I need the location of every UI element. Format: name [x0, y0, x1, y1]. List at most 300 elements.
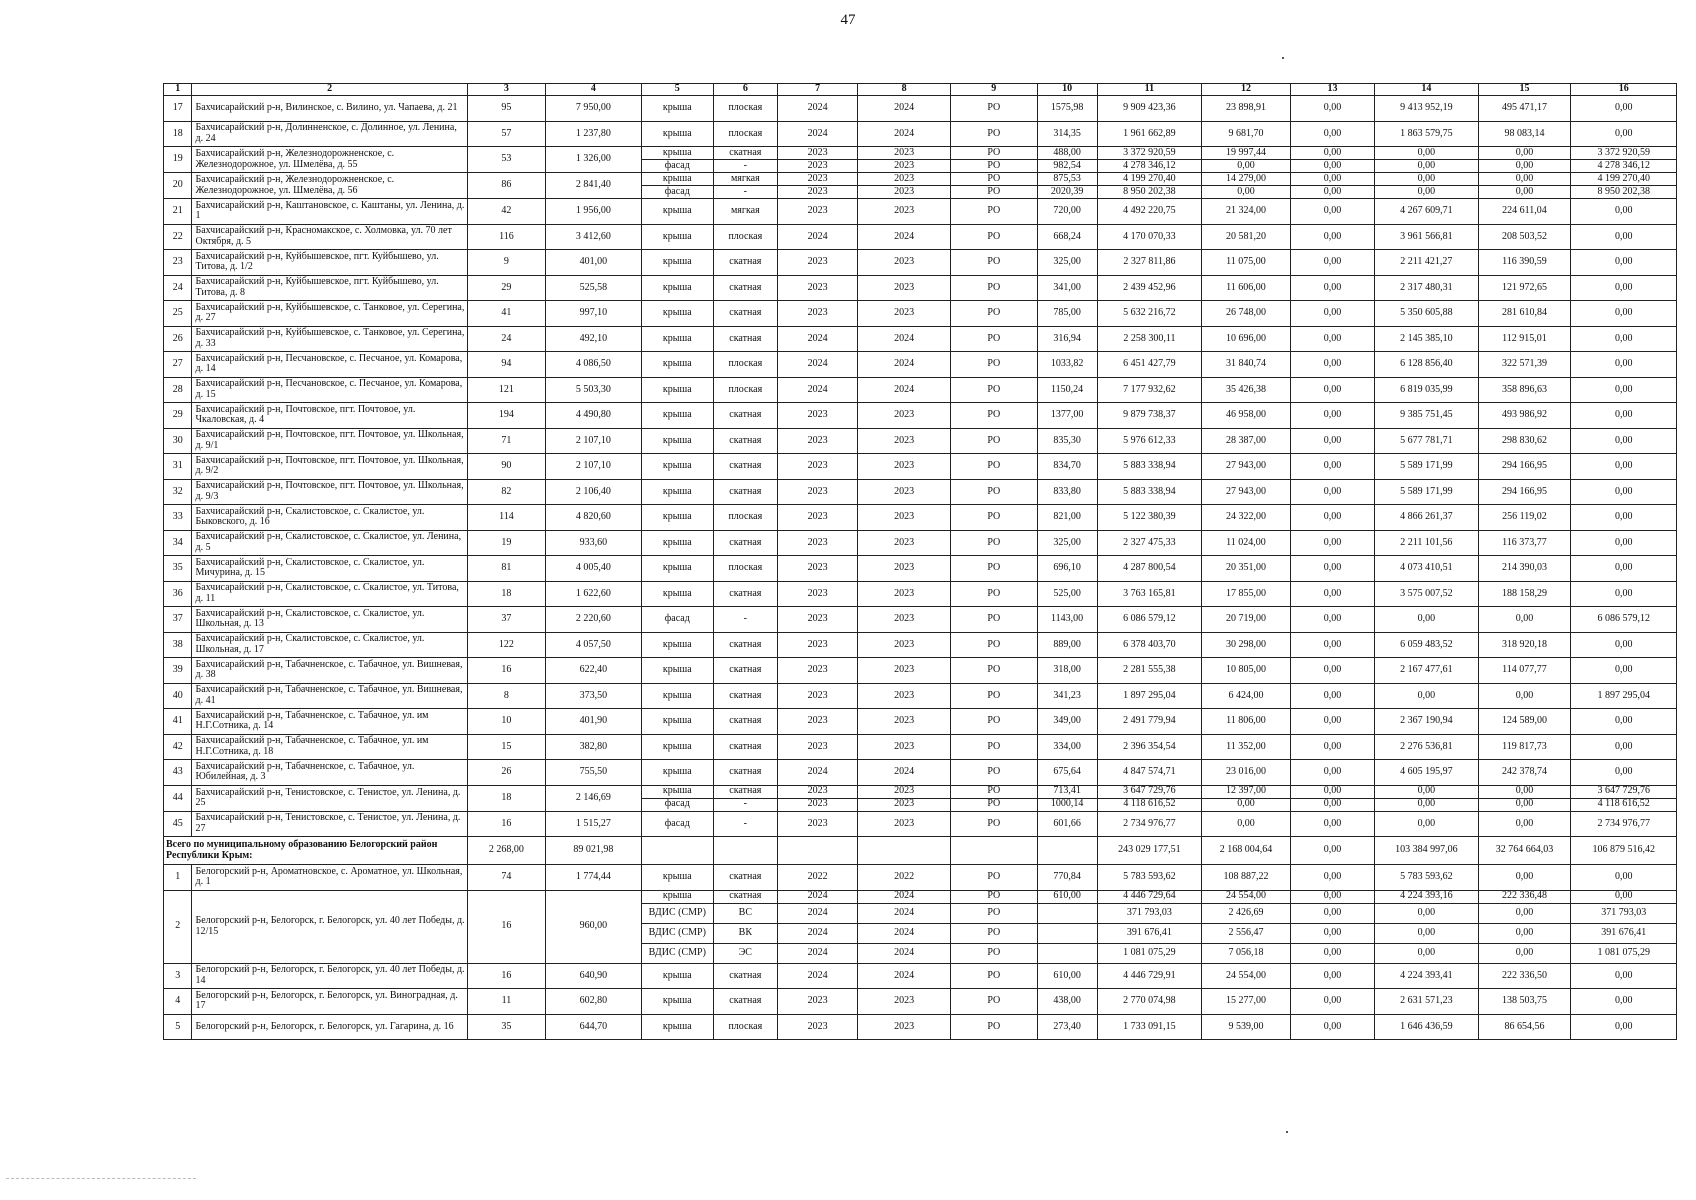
- cost-per-unit: 11 075,00: [1202, 250, 1291, 276]
- fund-amount: 0,00: [1375, 186, 1478, 199]
- col-16: 371 793,03: [1571, 903, 1677, 923]
- roof-type: -: [713, 798, 777, 811]
- area: 1000,14: [1037, 798, 1097, 811]
- apartments-count: 42: [467, 199, 545, 225]
- address-cell: Бахчисарайский р-н, Скалистовское, с. Скалистое, ул. Титова, д. 11: [192, 581, 467, 607]
- funding-source: РО: [951, 505, 1038, 531]
- cost-per-unit: 24 322,00: [1202, 505, 1291, 531]
- work-type: крыша: [641, 454, 713, 480]
- year-end: 2024: [858, 352, 951, 378]
- funding-source: РО: [951, 530, 1038, 556]
- work-type: фасад: [641, 607, 713, 633]
- year-end: 2024: [858, 377, 951, 403]
- col-16: 0,00: [1571, 428, 1677, 454]
- work-type: крыша: [641, 505, 713, 531]
- roof-type: мягкая: [713, 173, 777, 186]
- address-cell: Бахчисарайский р-н, Скалистовское, с. Скалистое, ул. Быковского, д. 16: [192, 505, 467, 531]
- area: 438,00: [1037, 989, 1097, 1015]
- building-area: 960,00: [545, 890, 641, 963]
- header-cell: 9: [951, 84, 1038, 96]
- area: 1033,82: [1037, 352, 1097, 378]
- roof-type: плоская: [713, 556, 777, 582]
- fund-amount: 9 413 952,19: [1375, 96, 1478, 122]
- fund-amount: 6 819 035,99: [1375, 377, 1478, 403]
- header-cell: 16: [1571, 84, 1677, 96]
- header-cell: 5: [641, 84, 713, 96]
- work-type: крыша: [641, 785, 713, 798]
- row-number: 32: [164, 479, 192, 505]
- area: 696,10: [1037, 556, 1097, 582]
- year-end: 2023: [858, 505, 951, 531]
- building-area: 382,80: [545, 734, 641, 760]
- row-number: 1: [164, 865, 192, 891]
- cofinance-amount: 495 471,17: [1478, 96, 1571, 122]
- apartments-count: 15: [467, 734, 545, 760]
- funding-source: РО: [951, 607, 1038, 633]
- apartments-count: 16: [467, 658, 545, 684]
- area: 318,00: [1037, 658, 1097, 684]
- year-start: 2022: [778, 865, 858, 891]
- table-body: [164, 84, 1677, 1040]
- address-cell: Бахчисарайский р-н, Скалистовское, с. Скалистое, ул. Ленина, д. 5: [192, 530, 467, 556]
- header-cell: 13: [1290, 84, 1374, 96]
- header-cell: 1: [164, 84, 192, 96]
- roof-type: скатная: [713, 709, 777, 735]
- total-label: Всего по муниципальному образованию Белогорский район Республики Крым:: [164, 837, 468, 865]
- table-row: [164, 326, 1677, 352]
- year-start: 2024: [778, 96, 858, 122]
- fund-amount: 0,00: [1375, 811, 1478, 837]
- total-cost: 3 763 165,81: [1097, 581, 1201, 607]
- roof-type: плоская: [713, 224, 777, 250]
- col-13: 0,00: [1290, 530, 1374, 556]
- work-type: крыша: [641, 301, 713, 327]
- apartments-count: 35: [467, 1014, 545, 1040]
- work-type: крыша: [641, 326, 713, 352]
- cofinance-amount: 242 378,74: [1478, 760, 1571, 786]
- year-end: 2023: [858, 173, 951, 186]
- year-start: 2023: [778, 275, 858, 301]
- building-area: 755,50: [545, 760, 641, 786]
- row-number: 36: [164, 581, 192, 607]
- header-cell: 2: [192, 84, 467, 96]
- work-type: крыша: [641, 199, 713, 225]
- apartments-count: 41: [467, 301, 545, 327]
- cost-per-unit: 0,00: [1202, 811, 1291, 837]
- cost-per-unit: 46 958,00: [1202, 403, 1291, 429]
- cost-per-unit: 35 426,38: [1202, 377, 1291, 403]
- building-area: 4 057,50: [545, 632, 641, 658]
- funding-source: РО: [951, 658, 1038, 684]
- total-fund-amount: 103 384 997,06: [1375, 837, 1478, 865]
- roof-type: скатная: [713, 301, 777, 327]
- table-row: [164, 865, 1677, 891]
- year-start: 2024: [778, 963, 858, 989]
- cost-per-unit: 108 887,22: [1202, 865, 1291, 891]
- header-cell: 7: [778, 84, 858, 96]
- col-16: 8 950 202,38: [1571, 186, 1677, 199]
- address-cell: Бахчисарайский р-н, Куйбышевское, пгт. Куйбышево, ул. Титова, д. 1/2: [192, 250, 467, 276]
- apartments-count: 57: [467, 121, 545, 147]
- fund-amount: 2 317 480,31: [1375, 275, 1478, 301]
- year-start: 2023: [778, 556, 858, 582]
- total-col-13: 0,00: [1290, 837, 1374, 865]
- table-row: [164, 352, 1677, 378]
- year-end: 2024: [858, 903, 951, 923]
- row-number: 23: [164, 250, 192, 276]
- row-number: 18: [164, 121, 192, 147]
- total-cost: 6 451 427,79: [1097, 352, 1201, 378]
- cofinance-amount: 114 077,77: [1478, 658, 1571, 684]
- cost-per-unit: 7 056,18: [1202, 943, 1291, 963]
- col-16: 0,00: [1571, 352, 1677, 378]
- table-row: [164, 632, 1677, 658]
- year-start: 2024: [778, 377, 858, 403]
- building-area: 401,00: [545, 250, 641, 276]
- year-start: 2023: [778, 160, 858, 173]
- fund-amount: 4 267 609,71: [1375, 199, 1478, 225]
- table-row: [164, 581, 1677, 607]
- row-number: 25: [164, 301, 192, 327]
- year-start: 2023: [778, 734, 858, 760]
- area: 525,00: [1037, 581, 1097, 607]
- table-row: [164, 734, 1677, 760]
- col-16: 0,00: [1571, 709, 1677, 735]
- col-16: 0,00: [1571, 530, 1677, 556]
- cost-per-unit: 0,00: [1202, 160, 1291, 173]
- table-row: [164, 890, 1677, 903]
- year-start: 2024: [778, 903, 858, 923]
- year-end: 2023: [858, 250, 951, 276]
- col-13: 0,00: [1290, 147, 1374, 160]
- cost-per-unit: 10 805,00: [1202, 658, 1291, 684]
- fund-amount: 2 631 571,23: [1375, 989, 1478, 1015]
- funding-source: РО: [951, 923, 1038, 943]
- work-type: крыша: [641, 760, 713, 786]
- row-number: 39: [164, 658, 192, 684]
- cost-per-unit: 19 997,44: [1202, 147, 1291, 160]
- year-start: 2023: [778, 199, 858, 225]
- roof-type: плоская: [713, 505, 777, 531]
- row-number: 45: [164, 811, 192, 837]
- fund-amount: 4 605 195,97: [1375, 760, 1478, 786]
- total-cost-per-unit: 2 168 004,64: [1202, 837, 1291, 865]
- fund-amount: 6 128 856,40: [1375, 352, 1478, 378]
- year-end: 2022: [858, 865, 951, 891]
- header-cell: 3: [467, 84, 545, 96]
- col-16: 0,00: [1571, 301, 1677, 327]
- cofinance-amount: 116 390,59: [1478, 250, 1571, 276]
- col-16: 0,00: [1571, 479, 1677, 505]
- col-13: 0,00: [1290, 1014, 1374, 1040]
- roof-type: скатная: [713, 275, 777, 301]
- cost-per-unit: 0,00: [1202, 186, 1291, 199]
- row-number: 30: [164, 428, 192, 454]
- building-area: 525,58: [545, 275, 641, 301]
- work-type: крыша: [641, 479, 713, 505]
- col-13: 0,00: [1290, 989, 1374, 1015]
- cofinance-amount: 0,00: [1478, 186, 1571, 199]
- table-row: [164, 250, 1677, 276]
- year-end: 2023: [858, 581, 951, 607]
- year-start: 2023: [778, 811, 858, 837]
- year-end: 2024: [858, 760, 951, 786]
- col-16: 0,00: [1571, 963, 1677, 989]
- year-end: 2023: [858, 1014, 951, 1040]
- year-start: 2023: [778, 505, 858, 531]
- fund-amount: 5 677 781,71: [1375, 428, 1478, 454]
- fund-amount: 0,00: [1375, 903, 1478, 923]
- work-type: крыша: [641, 709, 713, 735]
- area: 341,00: [1037, 275, 1097, 301]
- address-cell: Бахчисарайский р-н, Каштановское, с. Каштаны, ул. Ленина, д. 1: [192, 199, 467, 225]
- area: 1575,98: [1037, 96, 1097, 122]
- col-16: 0,00: [1571, 632, 1677, 658]
- funding-source: РО: [951, 428, 1038, 454]
- fund-amount: 4 073 410,51: [1375, 556, 1478, 582]
- fund-amount: 2 145 385,10: [1375, 326, 1478, 352]
- address-cell: Бахчисарайский р-н, Железнодорожненское, с. Железнодорожное, ул. Шмелёва, д. 55: [192, 147, 467, 173]
- apartments-count: 26: [467, 760, 545, 786]
- fund-amount: 0,00: [1375, 147, 1478, 160]
- address-cell: Бахчисарайский р-н, Табачненское, с. Табачное, ул. Юбилейная, д. 3: [192, 760, 467, 786]
- roof-type: скатная: [713, 785, 777, 798]
- cost-per-unit: 24 554,00: [1202, 890, 1291, 903]
- year-start: 2023: [778, 250, 858, 276]
- funding-source: РО: [951, 709, 1038, 735]
- fund-amount: 0,00: [1375, 923, 1478, 943]
- work-type: крыша: [641, 96, 713, 122]
- fund-amount: 3 575 007,52: [1375, 581, 1478, 607]
- total-cost: 5 976 612,33: [1097, 428, 1201, 454]
- fund-amount: 4 224 393,16: [1375, 890, 1478, 903]
- cofinance-amount: 222 336,50: [1478, 963, 1571, 989]
- funding-source: РО: [951, 186, 1038, 199]
- roof-type: ЭС: [713, 943, 777, 963]
- col-13: 0,00: [1290, 186, 1374, 199]
- funding-source: РО: [951, 147, 1038, 160]
- cofinance-amount: 0,00: [1478, 865, 1571, 891]
- apartments-count: 18: [467, 581, 545, 607]
- fund-amount: 1 646 436,59: [1375, 1014, 1478, 1040]
- area: 349,00: [1037, 709, 1097, 735]
- funding-source: РО: [951, 785, 1038, 798]
- row-number: 29: [164, 403, 192, 429]
- year-end: 2023: [858, 632, 951, 658]
- building-area: 401,90: [545, 709, 641, 735]
- col-16: 0,00: [1571, 556, 1677, 582]
- area: 770,84: [1037, 865, 1097, 891]
- area: 314,35: [1037, 121, 1097, 147]
- col-16: 0,00: [1571, 326, 1677, 352]
- area: 334,00: [1037, 734, 1097, 760]
- year-end: 2023: [858, 607, 951, 633]
- total-cost: 4 170 070,33: [1097, 224, 1201, 250]
- year-end: 2024: [858, 96, 951, 122]
- empty-cell: [713, 837, 777, 865]
- building-area: 4 086,50: [545, 352, 641, 378]
- col-16: 0,00: [1571, 989, 1677, 1015]
- address-cell: Бахчисарайский р-н, Долинненское, с. Долинное, ул. Ленина, д. 24: [192, 121, 467, 147]
- cost-per-unit: 28 387,00: [1202, 428, 1291, 454]
- row-number: 21: [164, 199, 192, 225]
- roof-type: скатная: [713, 890, 777, 903]
- area: [1037, 903, 1097, 923]
- building-area: 2 106,40: [545, 479, 641, 505]
- work-type: крыша: [641, 403, 713, 429]
- cofinance-amount: 119 817,73: [1478, 734, 1571, 760]
- row-number: 33: [164, 505, 192, 531]
- year-start: 2023: [778, 632, 858, 658]
- work-type: крыша: [641, 121, 713, 147]
- year-end: 2023: [858, 199, 951, 225]
- roof-type: скатная: [713, 530, 777, 556]
- funding-source: РО: [951, 811, 1038, 837]
- total-cost: 4 847 574,71: [1097, 760, 1201, 786]
- total-cost: 1 081 075,29: [1097, 943, 1201, 963]
- apartments-count: 8: [467, 683, 545, 709]
- cost-per-unit: 12 397,00: [1202, 785, 1291, 798]
- cofinance-amount: 112 915,01: [1478, 326, 1571, 352]
- address-cell: Белогорский р-н, Белогорск, г. Белогорск, ул. 40 лет Победы, д. 14: [192, 963, 467, 989]
- cofinance-amount: 0,00: [1478, 683, 1571, 709]
- address-cell: Бахчисарайский р-н, Куйбышевское, с. Танковое, ул. Серегина, д. 33: [192, 326, 467, 352]
- col-13: 0,00: [1290, 683, 1374, 709]
- col-13: 0,00: [1290, 903, 1374, 923]
- apartments-count: 122: [467, 632, 545, 658]
- address-cell: Бахчисарайский р-н, Железнодорожненское, с. Железнодорожное, ул. Шмелёва, д. 56: [192, 173, 467, 199]
- year-end: 2023: [858, 160, 951, 173]
- cofinance-amount: 256 119,02: [1478, 505, 1571, 531]
- total-cost: 6 086 579,12: [1097, 607, 1201, 633]
- address-cell: Бахчисарайский р-н, Табачненское, с. Табачное, ул. Вишневая, д. 41: [192, 683, 467, 709]
- funding-source: РО: [951, 96, 1038, 122]
- total-cost: 2 258 300,11: [1097, 326, 1201, 352]
- table-row: [164, 530, 1677, 556]
- col-13: 0,00: [1290, 963, 1374, 989]
- building-area: 492,10: [545, 326, 641, 352]
- funding-source: РО: [951, 326, 1038, 352]
- col-13: 0,00: [1290, 224, 1374, 250]
- work-type: крыша: [641, 428, 713, 454]
- apartments-count: 81: [467, 556, 545, 582]
- apartments-count: 16: [467, 963, 545, 989]
- address-cell: Бахчисарайский р-н, Песчановское, с. Песчаное, ул. Комарова, д. 14: [192, 352, 467, 378]
- address-cell: Белогорский р-н, Белогорск, г. Белогорск, ул. Виноградная, д. 17: [192, 989, 467, 1015]
- cost-per-unit: 10 696,00: [1202, 326, 1291, 352]
- cost-per-unit: 23 016,00: [1202, 760, 1291, 786]
- cost-per-unit: 0,00: [1202, 798, 1291, 811]
- col-13: 0,00: [1290, 479, 1374, 505]
- header-cell: 15: [1478, 84, 1571, 96]
- area: [1037, 923, 1097, 943]
- table-row: [164, 785, 1677, 798]
- total-cost: 2 327 811,86: [1097, 250, 1201, 276]
- year-start: 2023: [778, 173, 858, 186]
- area: 601,66: [1037, 811, 1097, 837]
- total-cost: 2 491 779,94: [1097, 709, 1201, 735]
- funding-source: РО: [951, 352, 1038, 378]
- roof-type: скатная: [713, 581, 777, 607]
- area: 1143,00: [1037, 607, 1097, 633]
- total-cost: 2 327 475,33: [1097, 530, 1201, 556]
- cost-per-unit: 11 352,00: [1202, 734, 1291, 760]
- work-type: крыша: [641, 250, 713, 276]
- area: 675,64: [1037, 760, 1097, 786]
- cost-per-unit: 17 855,00: [1202, 581, 1291, 607]
- total-cost: 2 281 555,38: [1097, 658, 1201, 684]
- header-cell: 12: [1202, 84, 1291, 96]
- address-cell: Бахчисарайский р-н, Тенистовское, с. Тенистое, ул. Ленина, д. 25: [192, 785, 467, 811]
- year-start: 2023: [778, 403, 858, 429]
- work-type: крыша: [641, 147, 713, 160]
- cofinance-amount: 214 390,03: [1478, 556, 1571, 582]
- cost-per-unit: 26 748,00: [1202, 301, 1291, 327]
- col-13: 0,00: [1290, 658, 1374, 684]
- total-cost: 4 278 346,12: [1097, 160, 1201, 173]
- cofinance-amount: 294 166,95: [1478, 479, 1571, 505]
- col-16: 0,00: [1571, 890, 1677, 903]
- cofinance-amount: 121 972,65: [1478, 275, 1571, 301]
- work-type: крыша: [641, 275, 713, 301]
- col-13: 0,00: [1290, 865, 1374, 891]
- work-type: фасад: [641, 160, 713, 173]
- apartments-count: 18: [467, 785, 545, 811]
- work-type: крыша: [641, 963, 713, 989]
- col-13: 0,00: [1290, 121, 1374, 147]
- row-number: 19: [164, 147, 192, 173]
- total-cost: 4 446 729,91: [1097, 963, 1201, 989]
- work-type: крыша: [641, 658, 713, 684]
- area: 316,94: [1037, 326, 1097, 352]
- funding-source: РО: [951, 403, 1038, 429]
- address-cell: Бахчисарайский р-н, Куйбышевское, пгт. Куйбышево, ул. Титова, д. 8: [192, 275, 467, 301]
- work-type: крыша: [641, 989, 713, 1015]
- fund-amount: 1 863 579,75: [1375, 121, 1478, 147]
- col-13: 0,00: [1290, 785, 1374, 798]
- empty-cell: [951, 837, 1038, 865]
- fund-amount: 6 059 483,52: [1375, 632, 1478, 658]
- funding-source: РО: [951, 301, 1038, 327]
- roof-type: скатная: [713, 250, 777, 276]
- fund-amount: 5 350 605,88: [1375, 301, 1478, 327]
- table-row: [164, 301, 1677, 327]
- year-start: 2023: [778, 607, 858, 633]
- year-start: 2024: [778, 890, 858, 903]
- col-13: 0,00: [1290, 760, 1374, 786]
- year-end: 2023: [858, 989, 951, 1015]
- total-cost: 5 632 216,72: [1097, 301, 1201, 327]
- cofinance-amount: 294 166,95: [1478, 454, 1571, 480]
- funding-source: РО: [951, 903, 1038, 923]
- roof-type: скатная: [713, 658, 777, 684]
- total-cost: 4 199 270,40: [1097, 173, 1201, 186]
- total-cost: 1 961 662,89: [1097, 121, 1201, 147]
- total-cost: 391 676,41: [1097, 923, 1201, 943]
- address-cell: Бахчисарайский р-н, Скалистовское, с. Скалистое, ул. Школьная, д. 17: [192, 632, 467, 658]
- year-start: 2023: [778, 301, 858, 327]
- apartments-count: 95: [467, 96, 545, 122]
- fund-amount: 9 385 751,45: [1375, 403, 1478, 429]
- col-13: 0,00: [1290, 428, 1374, 454]
- fund-amount: 5 783 593,62: [1375, 865, 1478, 891]
- area: 668,24: [1037, 224, 1097, 250]
- roof-type: -: [713, 186, 777, 199]
- col-16: 0,00: [1571, 250, 1677, 276]
- funding-source: РО: [951, 275, 1038, 301]
- row-number: 4: [164, 989, 192, 1015]
- address-cell: Бахчисарайский р-н, Скалистовское, с. Скалистое, ул. Школьная, д. 13: [192, 607, 467, 633]
